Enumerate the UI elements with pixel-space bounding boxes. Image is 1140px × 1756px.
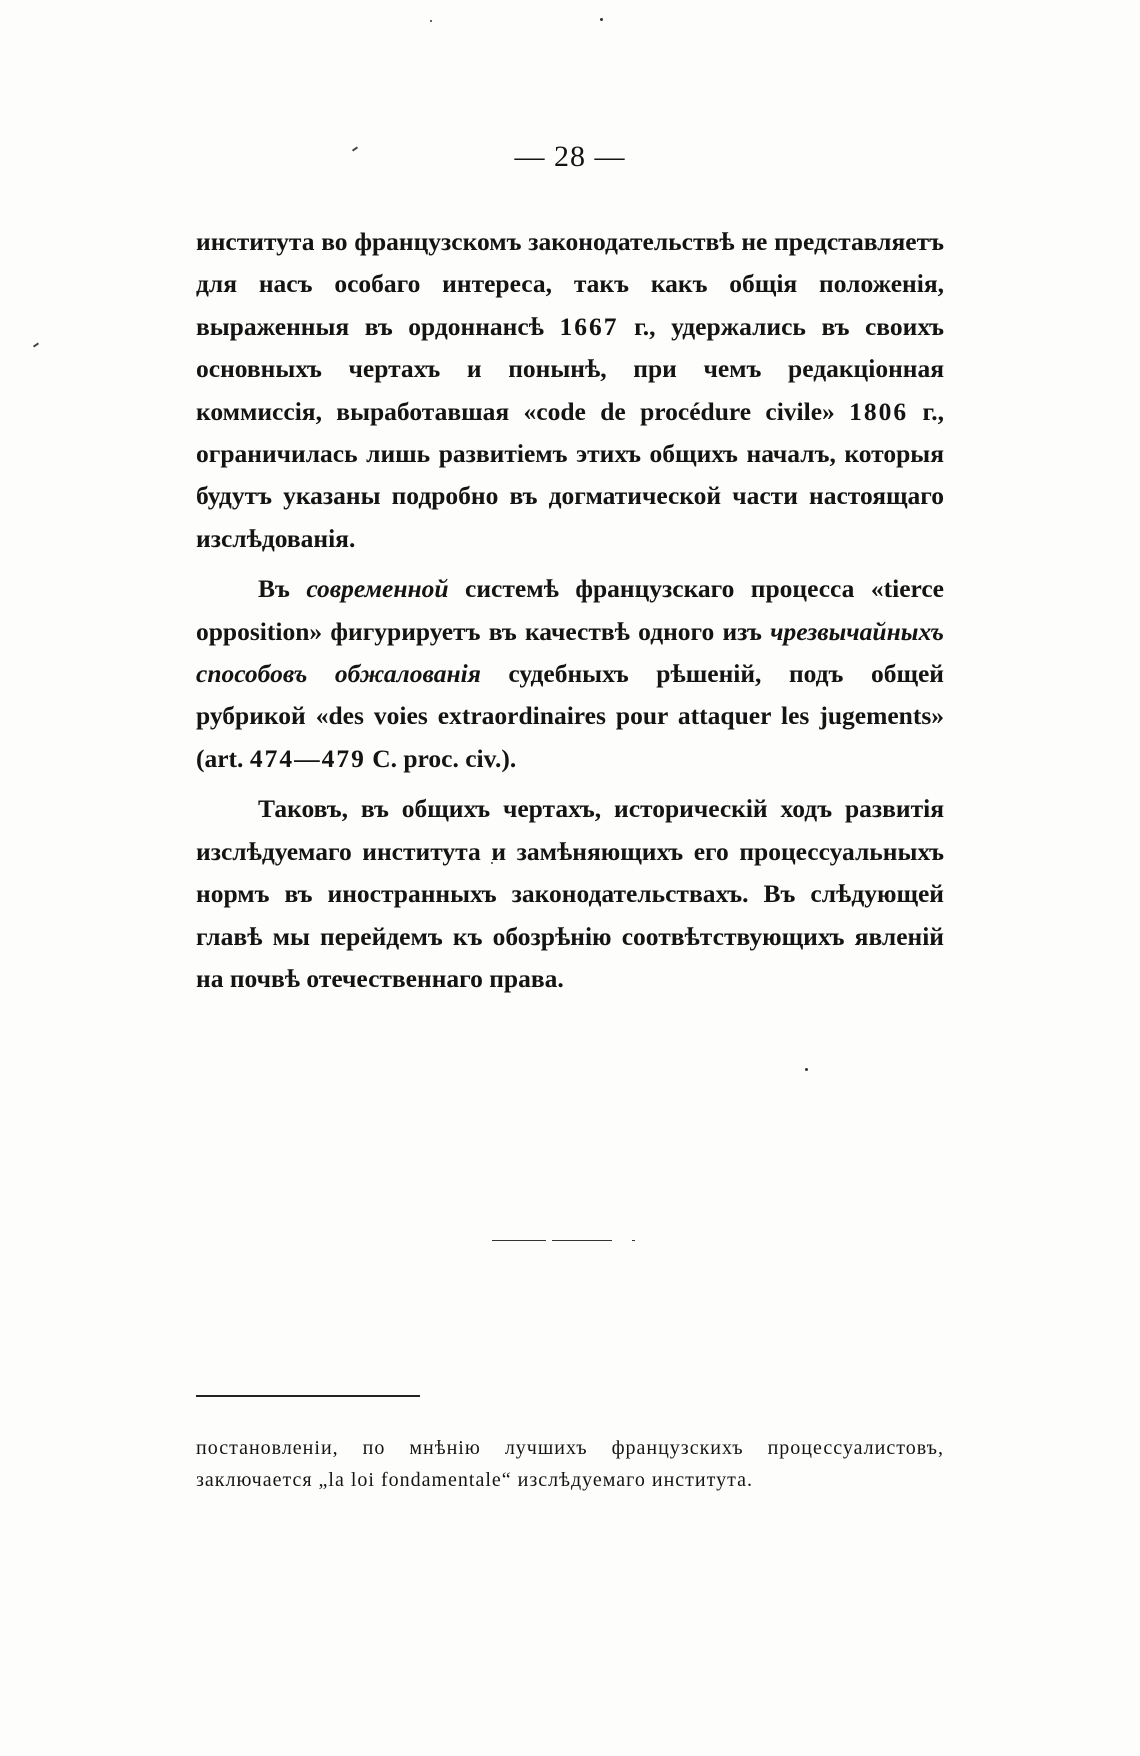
- year: 1667: [559, 311, 619, 341]
- print-speck: [805, 1068, 808, 1071]
- footnote: постановленіи, по мнѣнію лучшихъ французскихъ процессуалистовъ, заключается „la loi fondamentale“ изслѣдуемаго института.: [196, 1437, 944, 1491]
- year: 1806: [849, 396, 909, 426]
- print-speck: [430, 20, 432, 22]
- print-speck: [600, 18, 603, 21]
- main-text: [196, 221, 944, 1008]
- paragraph-3: Таковъ, въ общихъ чертахъ, историческій ходъ развитія изслѣдуемаго института и замѣняющихъ его процессуальныхъ нормъ въ иностранныхъ законодательствахъ. Въ слѣдующей главѣ мы перейдемъ къ обозрѣнію соотвѣтствующихъ явленій на почвѣ отечественнаго права.: [196, 794, 944, 993]
- paragraph-2: Въ современной системѣ французскаго процесса «tierce opposition» фигурируетъ въ качествѣ одного изъ чрезвычайныхъ способовъ обжалованія судебныхъ рѣшеній, подъ общей рубрикой «des voies extraordinaires pour attaquer les jugements» (art. 474—479 C. proc. civ.).: [196, 574, 944, 773]
- print-mark: [33, 342, 39, 347]
- article-range: 474—479: [249, 743, 366, 773]
- emphasis: чрезвычайныхъ способовъ обжалованія: [196, 616, 944, 689]
- footnote-rule: [196, 1395, 420, 1397]
- section-divider: [492, 1240, 642, 1242]
- page-number: — 28 —: [514, 140, 626, 173]
- emphasis: современной: [306, 574, 449, 604]
- paragraph-1: института во французскомъ законодательствѣ не представляетъ для насъ особаго интереса, такъ какъ общія положенія, выраженныя въ ордоннансѣ 1667 г., удержались въ своихъ основныхъ чертахъ и понынѣ, при чемъ редакціонная коммиссія, выработавшая «code de procédure civile» 1806 г., ограничилась лишь развитіемъ этихъ общихъ началъ, которыя будутъ указаны подробно въ догматической части настоящаго изслѣдованія.: [196, 227, 944, 553]
